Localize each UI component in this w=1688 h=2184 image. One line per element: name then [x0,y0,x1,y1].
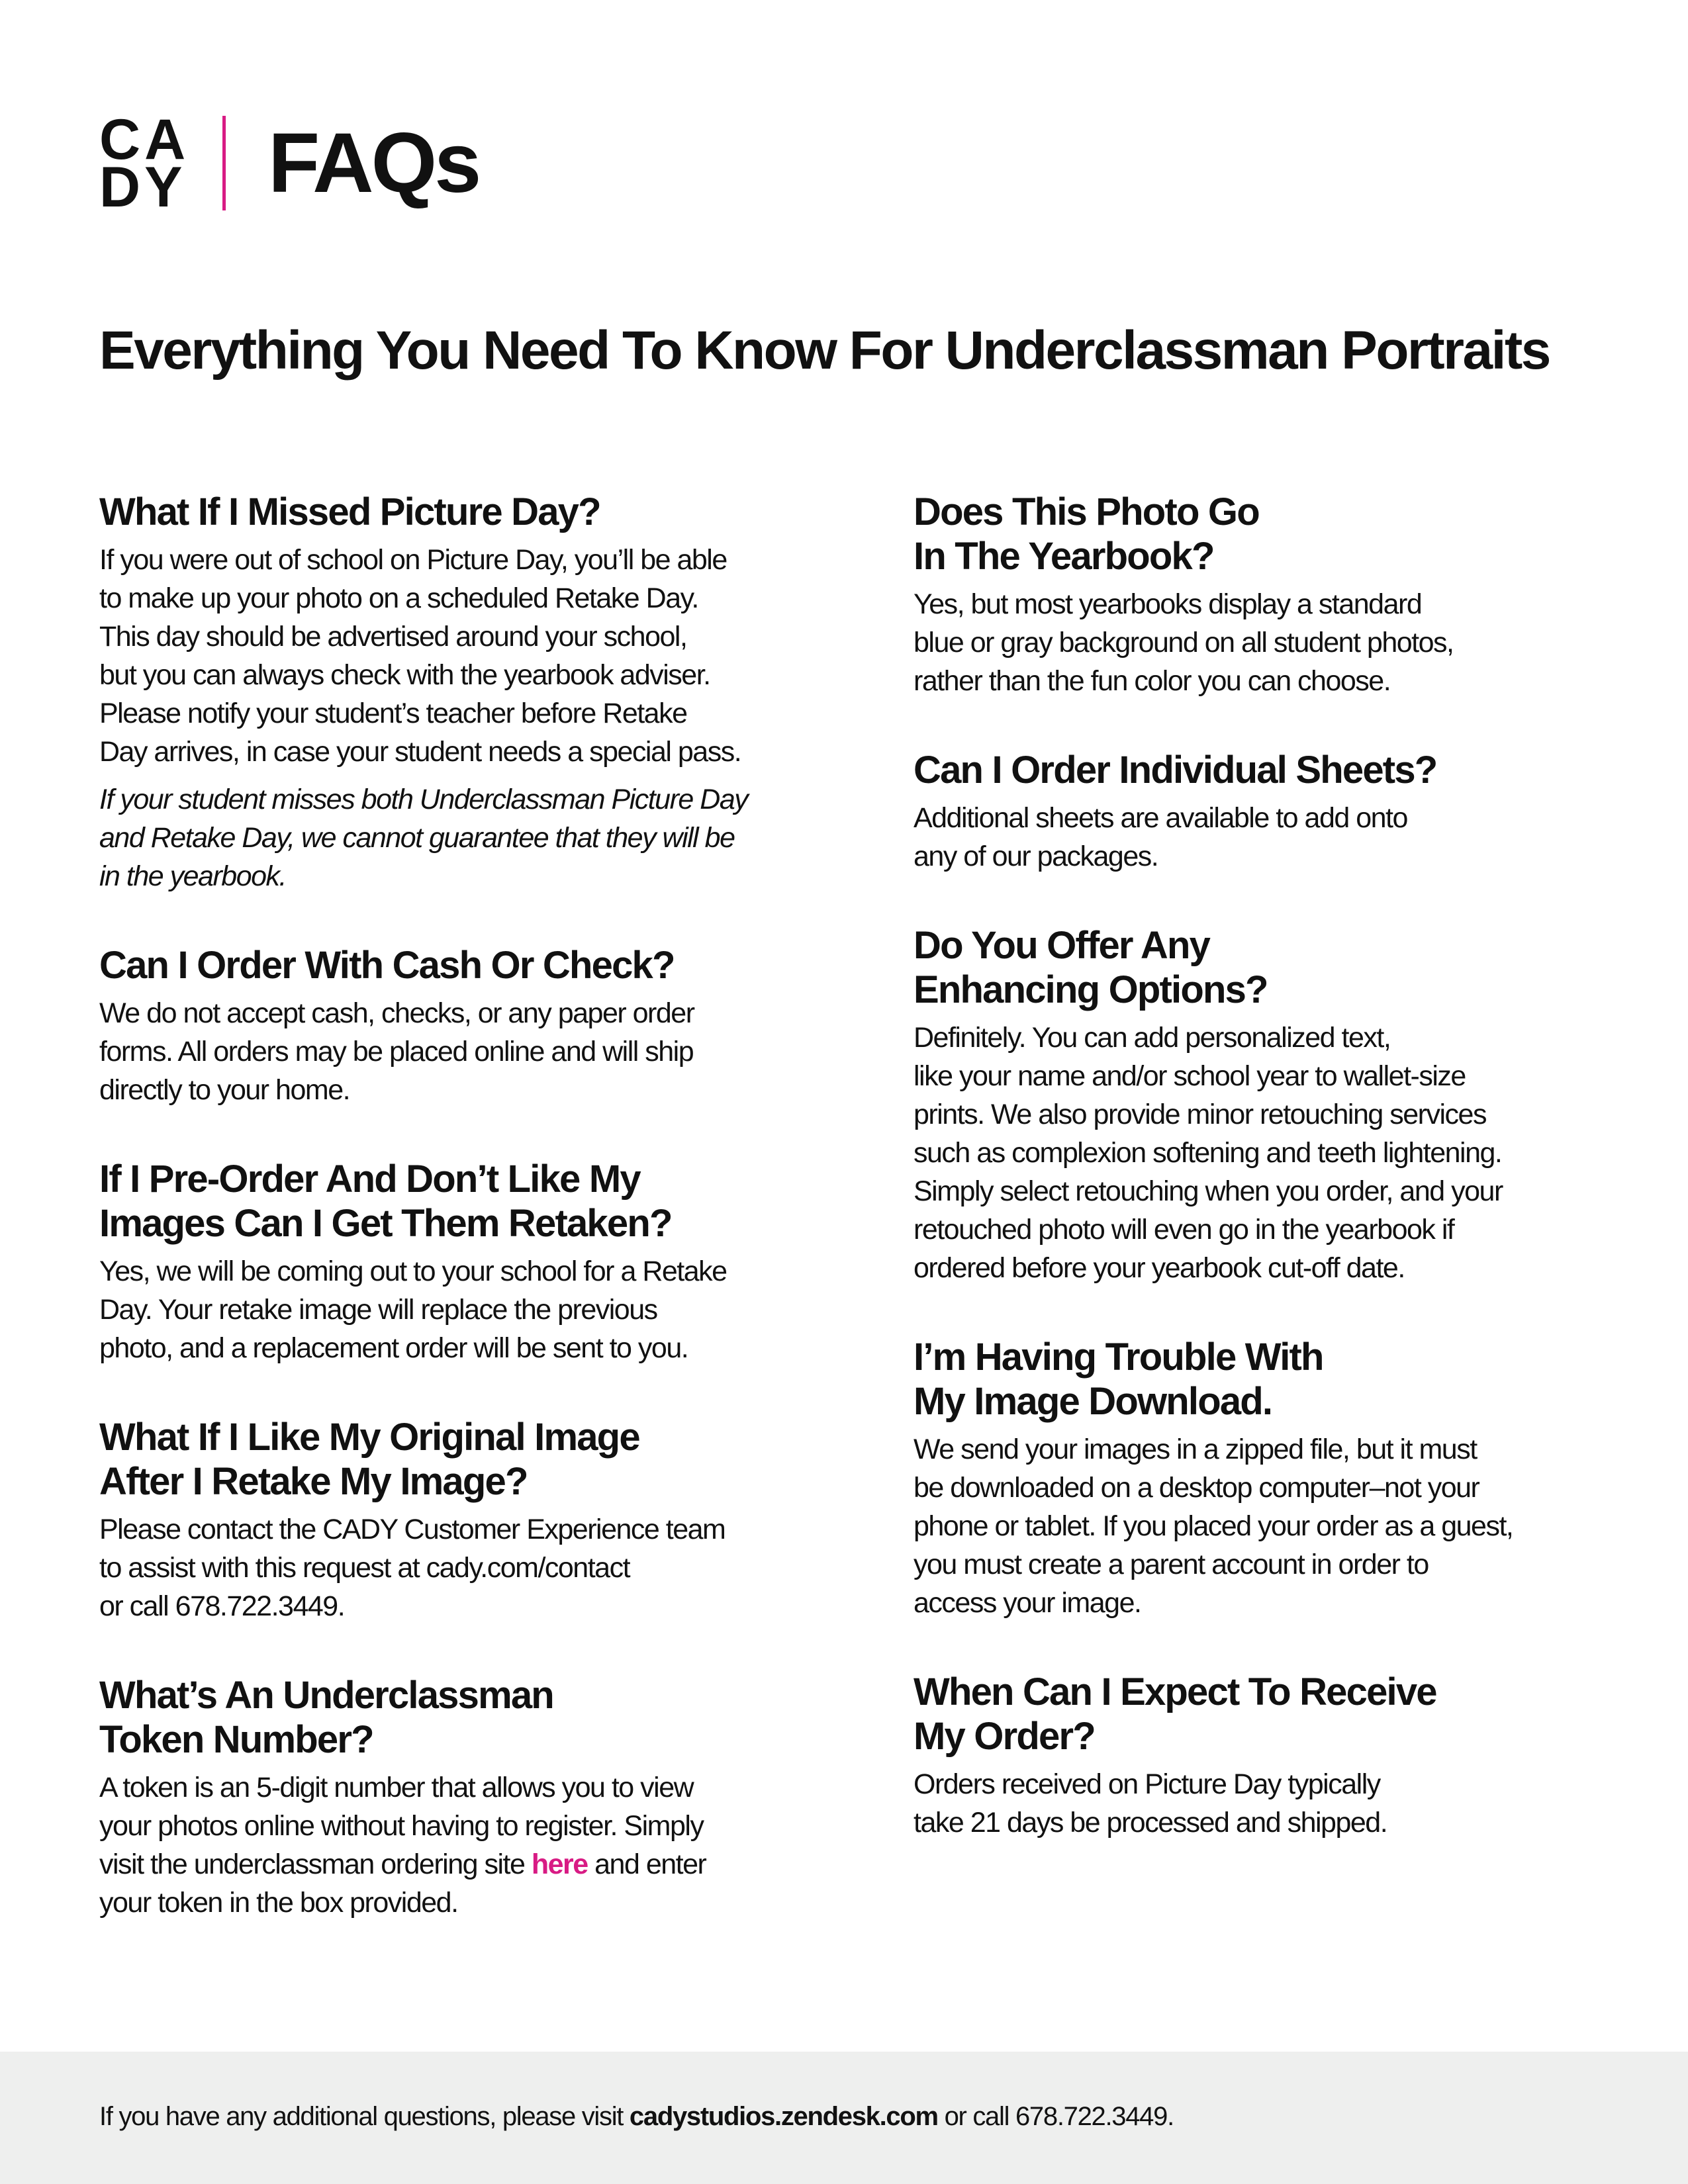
faq-image-download [914,1335,1609,1622]
faq-question: When Can I Expect To Receive My Order? [914,1670,1436,1758]
faq-question: Can I Order Individual Sheets? [914,749,1437,792]
faq-yearbook-photo [914,490,1609,700]
faq-answer: We do not accept cash, checks, or any paper order forms. All orders may be placed online and will ship directly to your home. [99,997,694,1106]
faq-cash-or-check [99,943,794,1109]
footer-text-after: or call 678.722.3449. [937,2102,1174,2131]
faq-enhancing-options [914,923,1609,1287]
cady-logo [99,108,190,219]
faq-receive-order [914,1670,1609,1842]
faq-question: What If I Like My Original Image After I Retake My Image? [99,1416,639,1503]
faq-token-number [99,1673,794,1922]
faq-question: What If I Missed Picture Day? [99,490,600,533]
faq-question: Can I Order With Cash Or Check? [99,944,675,987]
faq-question: I’m Having Trouble With My Image Download. [914,1336,1323,1423]
faq-answer: Orders received on Picture Day typically take 21 days be processed and shipped. [914,1768,1387,1839]
footer-text-before: If you have any additional questions, please visit [99,2102,630,2131]
faq-missed-picture-day [99,490,794,895]
faq-answer [99,1768,794,1922]
faq-answer: Yes, but most yearbooks display a standard blue or gray background on all student photos, rather than the fun color you can choose. [914,588,1454,697]
faq-answer: We send your images in a zipped file, but it must be downloaded on a desktop computer–not your phone or tablet. If you placed your order as a guest, you must create a parent account in order to access your image. [914,1433,1513,1619]
faq-question: What’s An Underclassman Token Number? [99,1674,553,1761]
footer-bar [0,2052,1688,2184]
faq-pre-order-retake [99,1157,794,1367]
page-title: Everything You Need To Know For Underclassman Portraits [99,320,1550,381]
faq-question: Do You Offer Any Enhancing Options? [914,924,1268,1011]
answer-text-after-link: and enter your token in the box provided. [99,1848,706,1919]
faq-answer: Please contact the CADY Customer Experience team to assist with this request at cady.com/contact or call 678.722.3449. [99,1514,726,1622]
faq-answer: If you were out of school on Picture Day, you’ll be able to make up your photo on a scheduled Retake Day. This day should be advertised around your school, but you can always check with the yearbook adviser. Please notify your student’s teacher before Retake Day arrives, in case your student needs a special pass. [99,544,741,768]
answer-text-before-link: A token is an 5-digit number that allows you to view your photos online without having to register. Simply visit the underclassman ordering site [99,1772,704,1880]
logo-divider [222,116,226,210]
faq-question: Does This Photo Go In The Yearbook? [914,490,1259,578]
faq-heading: FAQs [268,116,479,210]
faq-question: If I Pre-Order And Don’t Like My Images Can I Get Them Retaken? [99,1158,672,1245]
faq-answer: Additional sheets are available to add onto any of our packages. [914,802,1407,872]
faq-note: If your student misses both Underclassman Picture Day and Retake Day, we cannot guarantee that they will be in the yearbook. [99,784,748,892]
logo-line-1: CA [99,108,190,171]
footer-text [99,2098,1174,2135]
logo-line-2: DY [99,156,187,219]
faq-answer: Yes, we will be coming out to your school for a Retake Day. Your retake image will replace the previous photo, and a replacement order will be sent to you. [99,1255,727,1364]
faq-answer: Definitely. You can add personalized text, like your name and/or school year to wallet-size prints. We also provide minor retouching services such as complexion softening and teeth lightening. Simply select retouching when you order, and your retouched photo will even go in the yearbook if ordered before your yearbook cut-off date. [914,1022,1503,1284]
right-column [914,490,1609,1889]
support-site-link[interactable]: cadystudios.zendesk.com [629,2102,938,2131]
left-column [99,490,794,1970]
ordering-site-link[interactable]: here [531,1848,588,1880]
faq-original-image [99,1415,794,1625]
faq-individual-sheets [914,748,1609,876]
